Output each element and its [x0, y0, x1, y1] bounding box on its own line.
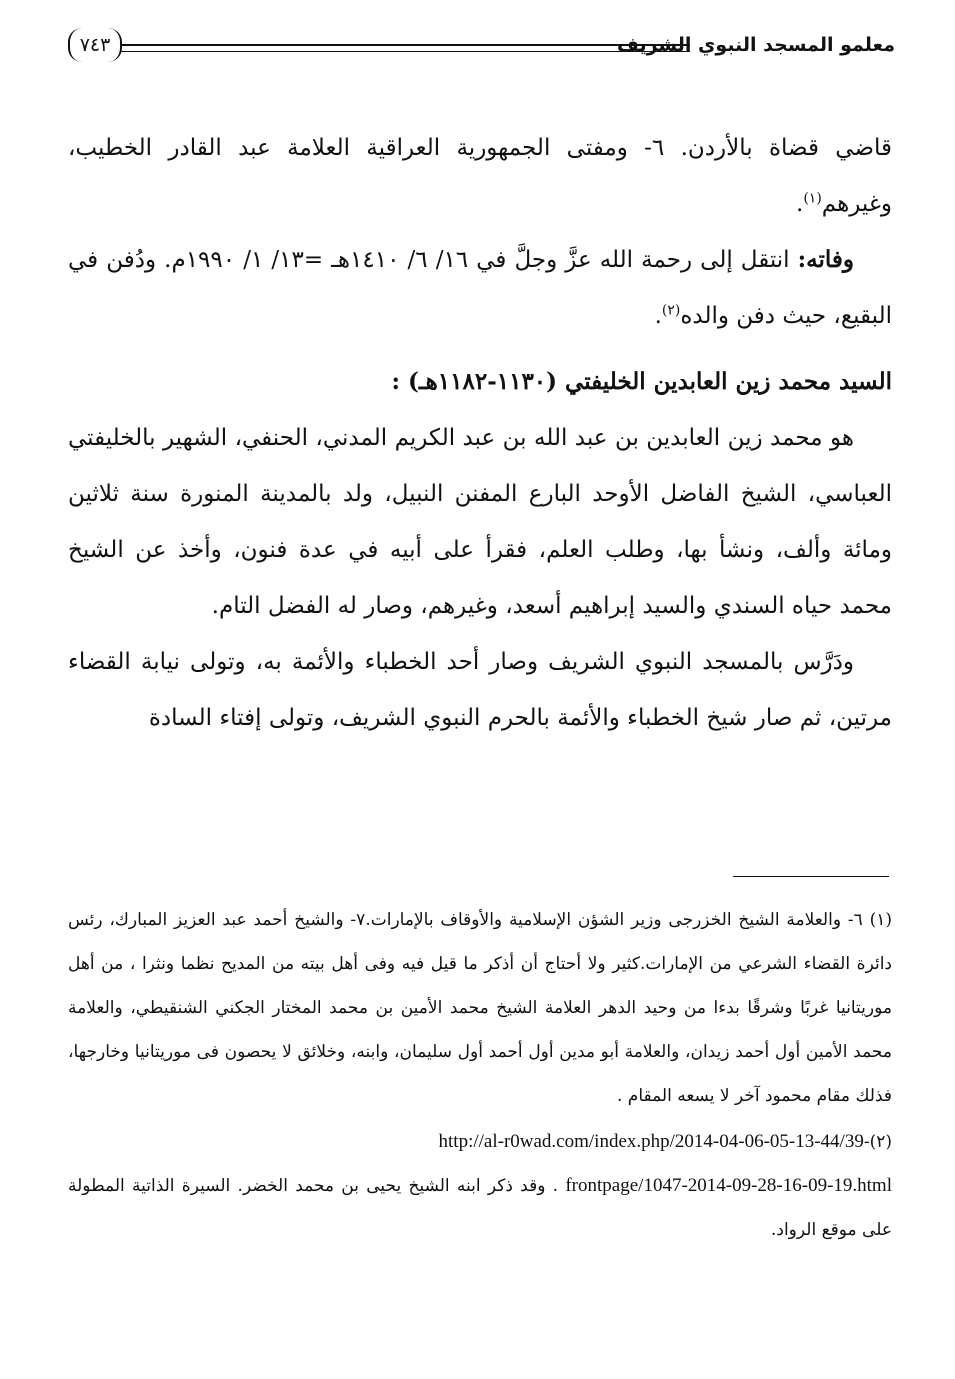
paragraph-continuation [68, 120, 892, 232]
running-title: معلمو المسجد النبوي الشريف [616, 34, 895, 56]
paragraph-text: انتقل إلى رحمة الله عزَّ وجلَّ في ١٦/ ٦/ ١٤١٠هـ =١٣/ ١/ ١٩٩٠م. ودُفن في البقيع، حيث دفن والده [68, 247, 892, 329]
footnote-divider [733, 876, 889, 877]
page-header [60, 28, 895, 68]
punctuation: . [654, 303, 662, 329]
footnotes [68, 898, 892, 1252]
paragraph-text: قاضي قضاة بالأردن. ٦- ومفتى الجمهورية العراقية العلامة عبد القادر الخطيب، وغيرهم [68, 135, 892, 217]
footnote-ref-2: (٢) [661, 302, 681, 319]
footnote-ref-1: (١) [803, 190, 822, 207]
main-text [68, 120, 892, 746]
footnote-1: (١) ٦- والعلامة الشيخ الخزرجى وزير الشؤن الإسلامية والأوقاف بالإمارات.٧- والشيخ أحمد عبد العزيز المبارك، رئس دائرة القضاء الشرعي من الإمارات.كثير ولا أحتاج أن أذكر ما قيل فيه وفى أهل بيته من المديح نظما ونثرا ، من أهل موريتانيا غربًا وشرقًا بدءا من وحيد الدهر العلامة الشيخ محمد الأمين بن محمد المختار الجكني الشنقيطي، والعلامة محمد الأمين أول أحمد زيدان، والعلامة أبو مدين أول أحمد أول سليمان، وابنه، وخلائق لا يحصون فى موريتانيا وخارجها، فذلك مقام محمود آخر لا يسعه المقام . [68, 910, 892, 1106]
footnote-2-url-part2: frontpage/1047-2014-09-28-16-09-19.html [565, 1175, 892, 1196]
footnote-2-label: (٢)- [863, 1132, 892, 1152]
paragraph-bio: هو محمد زين العابدين بن عبد الله بن عبد الكريم المدني، الحنفي، الشهير بالخليفتي العباسي، الشيخ الفاضل الأوحد البارع المفنن النبيل، ولد بالمدينة المنورة سنة ثلاثين ومائة وألف، ونشأ بها، وطلب العلم، فقرأ على أبيه في عدة فنون، وأخذ عن الشيخ محمد حياه السندي والسيد إبراهيم أسعد، وغيرهم، وصار له الفضل التام. [68, 425, 892, 619]
footnote-2-text: . وقد ذكر ابنه الشيخ يحيى بن محمد الخضر. السيرة الذاتية المطولة على موقع الرواد. [68, 1176, 892, 1240]
death-label: وفاته: [797, 246, 854, 273]
section-heading: السيد محمد زين العابدين الخليفتي (١١٣٠-١١٨٢هـ) : [391, 368, 892, 395]
footnote-2-url-part1: http://al-r0wad.com/index.php/2014-04-06-05-13-44/39 [438, 1131, 864, 1152]
paragraph-teaching: ودَرَّس بالمسجد النبوي الشريف وصار أحد الخطباء والأئمة به، وتولى نيابة القضاء مرتين، ثم صار شيخ الخطباء والأئمة بالحرم النبوي الشريف، وتولى إفتاء السادة [68, 649, 892, 731]
header-rule [120, 44, 690, 52]
page-number: ٧٤٣ [68, 28, 122, 62]
paragraph-death [68, 232, 892, 344]
punctuation: . [796, 191, 804, 217]
footnote-2 [68, 1120, 892, 1252]
